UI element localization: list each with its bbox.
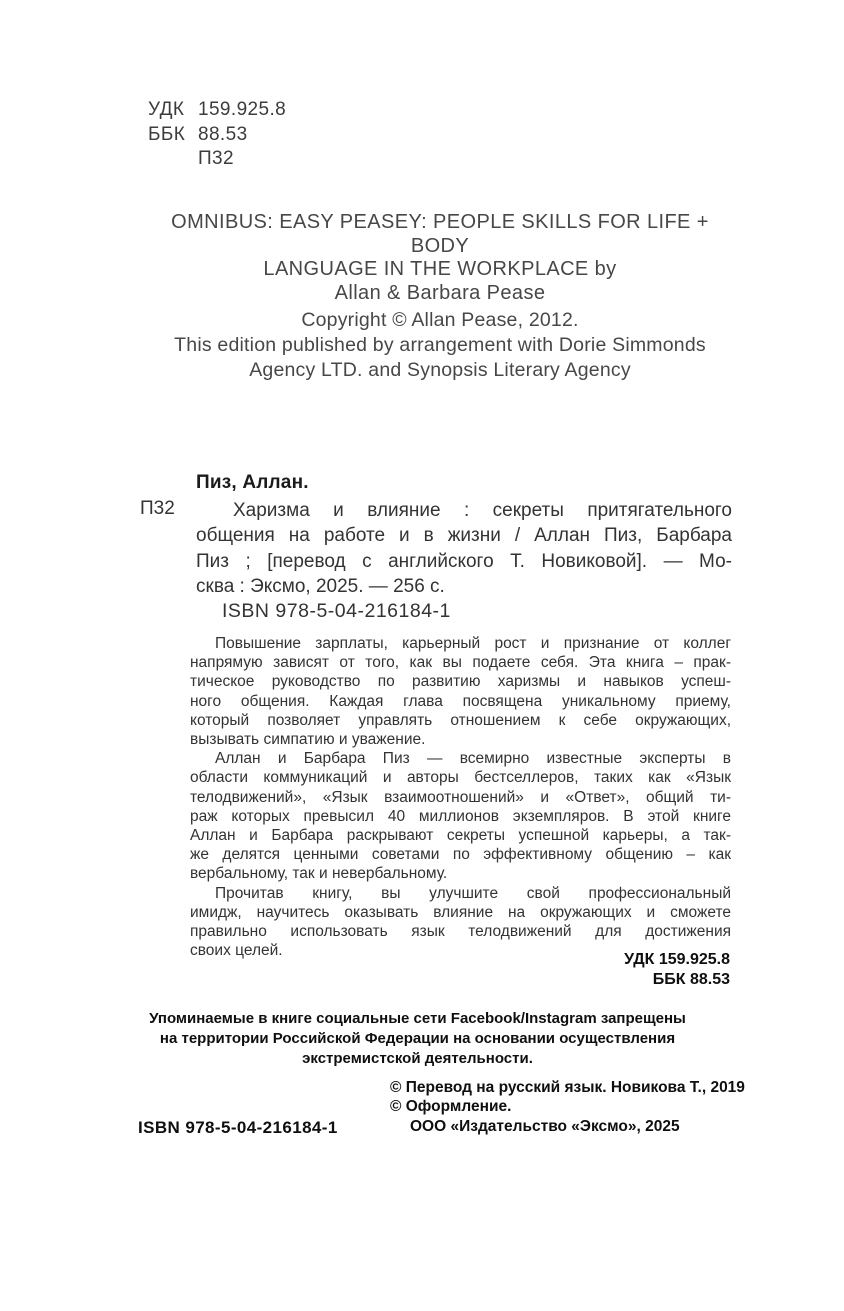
catalog-author: Пиз, Аллан.: [196, 472, 309, 493]
udk-code-row: [148, 98, 286, 123]
catalog-entry-line: общения на работе и в жизни / Аллан Пиз, Барбара: [196, 525, 732, 547]
design-credit: © Оформление.: [390, 1098, 512, 1116]
catalog-author-sign: П32: [140, 498, 175, 519]
original-title-line: LANGUAGE IN THE WORKPLACE by: [263, 258, 617, 280]
author-sign-label: [148, 147, 198, 172]
copyright-notice-line: Agency LTD. and Synopsis Literary Agency: [249, 359, 631, 381]
annotation-paragraph: [190, 634, 731, 749]
annotation-paragraph: [190, 749, 731, 883]
annotation-line: вербальному, так и невербальному.: [190, 865, 448, 883]
annotation-line: имидж, научитесь оказывать влияние на окружающих и сможете: [190, 903, 731, 921]
annotation-line: напрямую зависят от того, как вы подаете себя. Эта книга – прак-: [190, 654, 731, 672]
isbn-imprint: ISBN 978-5-04-216184-1: [138, 1118, 338, 1137]
catalog-entry: [196, 498, 732, 599]
annotation-line: вызывать симпатию и уважение.: [190, 731, 426, 749]
catalog-entry-line: сква : Эксмо, 2025. — 256 с.: [196, 575, 445, 597]
author-sign-row: [148, 147, 286, 172]
annotation-line: области коммуникаций и авторы бестселлеров, таких как «Язык: [190, 769, 731, 787]
isbn-catalog: ISBN 978-5-04-216184-1: [222, 600, 451, 622]
annotation-line: Прочитав книгу, вы улучшите свой профессиональный: [215, 884, 731, 902]
annotation-paragraph: [190, 884, 731, 961]
original-title: [150, 211, 730, 305]
legal-disclaimer-line: экстремистской деятельности.: [302, 1050, 533, 1067]
bbk-code-bottom: ББК 88.53: [652, 971, 730, 988]
copyright-notice-line: This edition published by arrangement with Dorie Simmonds: [174, 334, 706, 356]
imprint-credits: [390, 1078, 745, 1136]
annotation-line: который позволяет управлять отношением к себе окружающих,: [190, 711, 731, 729]
translation-credit: © Перевод на русский язык. Новикова Т., 2019: [390, 1079, 745, 1096]
catalog-entry-line: Харизма и влияние : секреты притягательного: [233, 500, 732, 521]
original-title-line: Allan & Barbara Pease: [334, 281, 546, 304]
cataloguing-codes: [148, 98, 286, 172]
cataloguing-codes-bottom: [430, 950, 730, 990]
annotation-line: Аллан и Барбара Пиз — всемирно известные эксперты в: [215, 750, 731, 768]
legal-disclaimer: [95, 1009, 740, 1069]
annotation-line: тическое руководство по развитию харизмы и навыков успеш-: [190, 673, 731, 691]
annotation-line: своих целей.: [190, 942, 283, 960]
annotation-line: раж которых превысил 40 миллионов экземпляров. В этой книге: [190, 807, 731, 825]
copyright-notice: [150, 308, 730, 383]
udk-code-bottom: УДК 159.925.8: [624, 951, 730, 968]
udk-label: УДК: [148, 99, 185, 120]
annotation-line: же делятся ценными советами по эффективному общению – как: [190, 846, 731, 864]
bbk-value: 88.53: [198, 123, 248, 145]
original-title-line: OMNIBUS: EASY PEASEY: PEOPLE SKILLS FOR LIFE + BODY: [171, 211, 709, 257]
legal-disclaimer-line: Упоминаемые в книге социальные сети Facebook/Instagram запрещены: [149, 1010, 686, 1027]
annotation-line: Повышение зарплаты, карьерный рост и признание от коллег: [215, 635, 731, 652]
author-sign-value: П32: [198, 148, 234, 169]
catalog-entry-line: Пиз ; [перевод с английского Т. Новиковой]. — Мо-: [196, 550, 732, 572]
annotation: [190, 634, 731, 960]
annotation-line: правильно использовать язык телодвижений для достижения: [190, 923, 731, 941]
bbk-code-row: [148, 123, 286, 148]
udk-value: 159.925.8: [198, 99, 287, 120]
copyright-notice-line: Copyright © Allan Pease, 2012.: [301, 309, 579, 331]
annotation-line: Аллан и Барбара раскрывают секреты успешной карьеры, а так-: [190, 827, 731, 845]
legal-disclaimer-line: на территории Российской Федерации на основании осуществления: [159, 1030, 676, 1047]
publisher-credit: ООО «Издательство «Эксмо», 2025: [410, 1117, 680, 1135]
bbk-label: ББК: [148, 123, 186, 145]
annotation-line: ного общения. Каждая глава посвящена уникальному приему,: [190, 692, 731, 710]
annotation-line: телодвижений», «Язык взаимоотношений» и «Ответ», общий ти-: [190, 788, 731, 806]
